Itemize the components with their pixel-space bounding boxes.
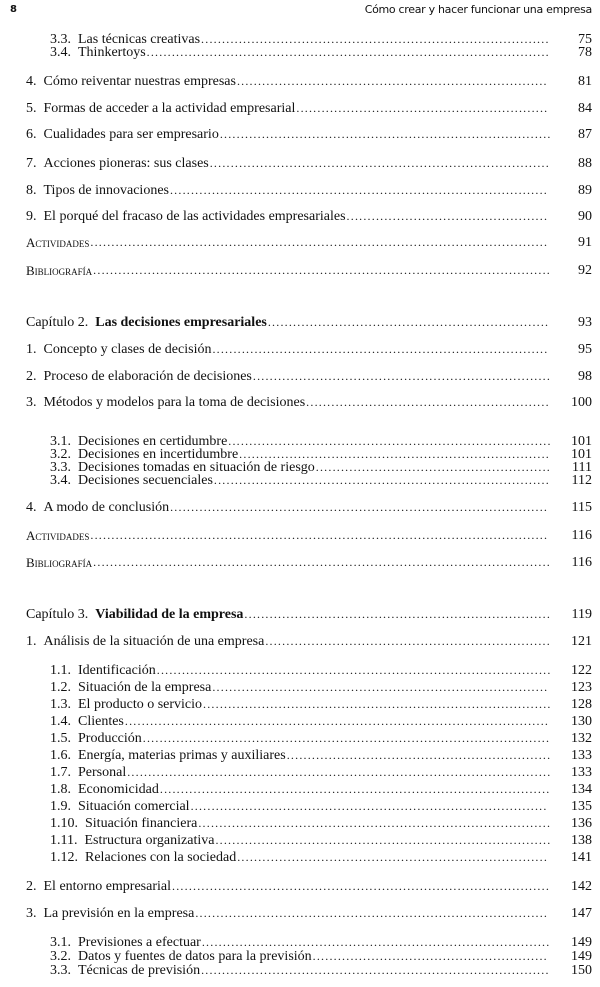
dot-leader: ..........................................................................................	[169, 184, 548, 197]
toc-entry-title: Actividades	[26, 234, 90, 250]
toc-entry[interactable]	[0, 715, 600, 728]
toc-entry-label	[26, 236, 89, 250]
dot-leader: .....................................................................................................	[124, 715, 550, 728]
toc-entry-title: A modo de conclusión	[43, 500, 170, 515]
toc-entry-label	[50, 698, 202, 711]
toc-entry-page: 122	[571, 663, 592, 678]
dot-leader: .............................................................................................................	[93, 556, 551, 569]
toc-entry-number: 3.3.	[50, 963, 71, 978]
toc-entry-page: 136	[571, 816, 592, 831]
toc-entry-title: Concepto y clases de decisión	[43, 342, 212, 357]
toc-entry-label	[50, 851, 236, 864]
dot-leader: ..............................................................................................	[156, 664, 552, 677]
toc-entry-title: Tipos de innovaciones	[43, 183, 169, 198]
toc-entry-number: 3.4.	[50, 45, 71, 60]
toc-entry-number: 4.	[26, 74, 37, 89]
toc-entry[interactable]	[0, 370, 600, 383]
toc-entry[interactable]	[0, 664, 600, 677]
toc-entry-number: 2.	[26, 369, 37, 384]
toc-entry[interactable]	[0, 698, 600, 711]
dot-leader: ...............................................................	[286, 749, 552, 762]
toc-entry-title: Decisiones en incertidumbre	[78, 447, 239, 462]
toc-entry-number: 1.12.	[50, 850, 78, 865]
toc-entry-number: Capítulo 2.	[26, 315, 89, 330]
toc-entry-number: 1.3.	[50, 697, 71, 712]
toc-entry[interactable]	[0, 316, 600, 329]
toc-entry-page: 150	[571, 963, 592, 978]
toc-entry-page: 149	[571, 949, 592, 964]
toc-entry[interactable]	[0, 783, 600, 796]
toc-entry-number: 6.	[26, 127, 37, 142]
toc-entry-number: 1.9.	[50, 799, 71, 814]
toc-entry-number: 1.6.	[50, 748, 71, 763]
toc-entry[interactable]	[0, 834, 600, 847]
toc-entry-page: 88	[578, 156, 592, 171]
dot-leader: .............................................................................................................	[93, 264, 551, 277]
toc-entry-page: 132	[571, 731, 592, 746]
toc-entry-label	[50, 766, 126, 779]
toc-entry-label	[26, 102, 295, 115]
toc-entry-label	[26, 264, 92, 278]
toc-entry-label	[26, 396, 305, 409]
toc-entry-page: 133	[571, 748, 592, 763]
toc-entry-label	[26, 184, 169, 197]
toc-entry-label	[26, 907, 194, 920]
toc-entry-page: 121	[571, 634, 592, 649]
toc-entry-number: 1.10.	[50, 816, 78, 831]
toc-entry-label	[50, 681, 211, 694]
toc-entry-page: 93	[578, 315, 592, 330]
toc-entry-title: Técnicas de previsión	[78, 963, 201, 978]
toc-entry-label	[50, 732, 142, 745]
toc-entry-label	[26, 501, 169, 514]
toc-entry-title: Proceso de elaboración de decisiones	[43, 369, 252, 384]
dot-leader: .............................................................................................................	[90, 236, 549, 249]
toc-entry-number: Capítulo 3.	[26, 607, 89, 622]
toc-entry[interactable]	[0, 608, 600, 621]
toc-entry-title: Bibliografía	[26, 554, 93, 570]
toc-entry[interactable]	[0, 749, 600, 762]
toc-entry-label	[26, 370, 252, 383]
toc-entry-number: 1.7.	[50, 765, 71, 780]
toc-entry-label	[26, 529, 89, 543]
toc-entry[interactable]	[0, 184, 600, 197]
toc-entry-number: 3.3.	[50, 460, 71, 475]
toc-entry-page: 149	[571, 935, 592, 950]
toc-entry-label	[26, 316, 267, 329]
toc-entry-number: 1.4.	[50, 714, 71, 729]
toc-entry-title: Situación de la empresa	[78, 680, 212, 695]
toc-entry[interactable]	[0, 75, 600, 88]
toc-entry-label	[26, 75, 236, 88]
toc-entry-page: 84	[578, 101, 592, 116]
toc-entry-page: 116	[571, 555, 592, 570]
toc-entry-page: 78	[578, 45, 592, 60]
dot-leader: .....................................................................................................	[127, 766, 552, 779]
toc-entry-number: 3.2.	[50, 447, 71, 462]
toc-entry[interactable]	[0, 46, 600, 59]
toc-entry[interactable]	[0, 102, 600, 115]
toc-entry-page: 130	[571, 714, 592, 729]
dot-leader: .............................................................................	[228, 435, 552, 448]
dot-leader: ..........................................................................	[236, 75, 548, 88]
toc-entry-number: 7.	[26, 156, 37, 171]
dot-leader: .........................................................................	[244, 608, 552, 621]
toc-entry-page: 92	[578, 263, 592, 278]
toc-entry-number: 3.2.	[50, 949, 71, 964]
toc-entry[interactable]	[0, 681, 600, 694]
toc-entry[interactable]	[0, 264, 600, 277]
toc-entry[interactable]	[0, 157, 600, 170]
dot-leader: ..........................................................................	[239, 448, 550, 461]
toc-entry-number: 1.11.	[50, 833, 78, 848]
toc-entry-number: 1.	[26, 342, 37, 357]
toc-entry-title: Identificación	[78, 663, 156, 678]
toc-entry-page: 98	[578, 369, 592, 384]
toc-entry-label	[50, 715, 124, 728]
toc-entry-title: Acciones pioneras: sus clases	[43, 156, 209, 171]
toc-entry-label	[50, 749, 286, 762]
toc-entry[interactable]	[0, 501, 600, 514]
toc-entry-page: 123	[571, 680, 592, 695]
dot-leader: ............................................................	[296, 102, 549, 115]
toc-entry-title: Decisiones en certidumbre	[78, 434, 228, 449]
toc-entry-label	[50, 834, 214, 847]
toc-entry-page: 112	[571, 473, 592, 488]
toc-entry-number: 2.	[26, 879, 37, 894]
toc-entry-page: 119	[571, 607, 592, 622]
toc-entry-title: Relaciones con la sociedad	[85, 850, 237, 865]
toc-entry-title: Actividades	[26, 527, 90, 543]
toc-entry[interactable]	[0, 964, 600, 977]
toc-entry[interactable]	[0, 529, 600, 542]
dot-leader: ...................................................................................	[203, 698, 552, 711]
toc-entry-page: 115	[571, 500, 592, 515]
toc-entry-label	[26, 880, 171, 893]
toc-entry-number: 1.2.	[50, 680, 71, 695]
toc-entry[interactable]	[0, 396, 600, 409]
toc-entry[interactable]	[0, 851, 600, 864]
page-number: 8	[10, 4, 17, 15]
toc-entry-title: El entorno empresarial	[43, 879, 172, 894]
toc-entry-number: 1.1.	[50, 663, 71, 678]
toc-entry-label	[50, 46, 146, 59]
dot-leader: ...................................................................................	[201, 936, 551, 949]
dot-leader: ..........................................................................	[237, 851, 549, 864]
toc-entry-number: 5.	[26, 101, 37, 116]
toc-entry-number: 3.3.	[50, 32, 71, 47]
toc-entry-label	[26, 608, 243, 621]
toc-entry-page: 116	[571, 528, 592, 543]
toc-entry-title: Situación comercial	[78, 799, 190, 814]
toc-entry-title: Personal	[78, 765, 127, 780]
dot-leader: ..........................................................	[306, 396, 550, 409]
dot-leader: .............................................................................................................	[90, 529, 549, 542]
toc-entry-title: Métodos y modelos para la toma de decisiones	[43, 395, 306, 410]
dot-leader: ................................................	[346, 210, 549, 223]
toc-entry[interactable]	[0, 817, 600, 830]
toc-entry-title: Cómo reiventar nuestras empresas	[43, 74, 236, 89]
toc-entry-page: 147	[571, 906, 592, 921]
toc-entry-page: 91	[578, 235, 592, 250]
dot-leader: ................................................................................	[215, 834, 552, 847]
toc-entry-label	[26, 635, 264, 648]
toc-entry-label	[50, 936, 201, 949]
toc-entry-number: 3.	[26, 395, 37, 410]
toc-entry-label	[26, 128, 219, 141]
toc-entry-title: Economicidad	[78, 782, 159, 797]
dot-leader: ........................................................	[312, 950, 548, 963]
dot-leader: ..........................................................................................	[172, 880, 551, 893]
toc-entry-title: Datos y fuentes de datos para la previsión	[78, 949, 312, 964]
toc-entry-page: 141	[571, 850, 592, 865]
toc-entry-label	[50, 783, 159, 796]
toc-entry-title: El producto o servicio	[78, 697, 203, 712]
dot-leader: ..........................................................................................	[170, 501, 549, 514]
toc-entry[interactable]	[0, 635, 600, 648]
toc-entry[interactable]	[0, 907, 600, 920]
dot-leader: ...................................................................................	[201, 33, 550, 46]
toc-entry-number: 1.8.	[50, 782, 71, 797]
toc-entry-title: Cualidades para ser empresario	[43, 127, 219, 142]
toc-entry-page: 100	[571, 395, 592, 410]
toc-entry-title: Energía, materias primas y auxiliares	[78, 748, 286, 763]
dot-leader: .................................................................................	[209, 157, 550, 170]
toc-entry-label	[50, 664, 156, 677]
running-header-title: Cómo crear y hacer funcionar una empresa	[364, 3, 592, 16]
dot-leader: ................................................................................	[212, 681, 549, 694]
toc-entry-title: Viabilidad de la empresa	[95, 607, 244, 622]
toc-entry-label	[50, 817, 197, 830]
toc-entry-label	[50, 474, 213, 487]
toc-entry[interactable]	[0, 343, 600, 356]
toc-entry-number: 3.1.	[50, 935, 71, 950]
toc-entry[interactable]	[0, 950, 600, 963]
dot-leader: ................................................................................	[212, 343, 549, 356]
toc-entry[interactable]	[0, 474, 600, 487]
toc-entry[interactable]	[0, 800, 600, 813]
toc-entry[interactable]	[0, 556, 600, 569]
toc-entry-label	[50, 964, 200, 977]
toc-entry-page: 142	[571, 879, 592, 894]
toc-entry-page: 90	[578, 209, 592, 224]
toc-entry-title: Previsiones a efectuar	[78, 935, 201, 950]
toc-entry-number: 3.4.	[50, 473, 71, 488]
dot-leader: ...................................................................................	[201, 964, 550, 977]
toc-entry-title: Estructura organizativa	[84, 833, 215, 848]
toc-entry-label	[26, 556, 92, 570]
toc-entry-page: 134	[571, 782, 592, 797]
toc-entry-title: La previsión en la empresa	[43, 906, 195, 921]
toc-entry-title: El porqué del fracaso de las actividades empresariales	[43, 209, 346, 224]
toc-entry-title: Clientes	[78, 714, 124, 729]
toc-entry-page: 128	[571, 697, 592, 712]
toc-entry-number: 8.	[26, 183, 37, 198]
dot-leader: ....................................................................................	[198, 817, 552, 830]
toc-entry-page: 101	[571, 434, 592, 449]
toc-entry-page: 75	[578, 32, 592, 47]
toc-entry[interactable]	[0, 732, 600, 745]
toc-entry-number: 4.	[26, 500, 37, 515]
toc-entry-page: 135	[571, 799, 592, 814]
toc-entry-title: Bibliografía	[26, 262, 93, 278]
toc-entry-label	[50, 950, 312, 963]
toc-entry-page: 101	[571, 447, 592, 462]
toc-entry-number: 3.1.	[50, 434, 71, 449]
toc-entry-title: Producción	[78, 731, 142, 746]
toc-entry-label	[26, 157, 209, 170]
toc-entry[interactable]	[0, 766, 600, 779]
toc-entry-title: Thinkertoys	[78, 45, 146, 60]
dot-leader: ................................................................................................	[146, 46, 550, 59]
toc-entry[interactable]	[0, 128, 600, 141]
toc-entry-page: 95	[578, 342, 592, 357]
toc-entry-number: 1.5.	[50, 731, 71, 746]
toc-entry[interactable]	[0, 880, 600, 893]
toc-entry-label	[50, 800, 190, 813]
dot-leader: .......................................................................	[252, 370, 552, 383]
toc-entry[interactable]	[0, 236, 600, 249]
toc-entry-title: Las técnicas creativas	[78, 32, 201, 47]
toc-entry-title: Formas de acceder a la actividad empresarial	[43, 101, 296, 116]
toc-entry-page: 87	[578, 127, 592, 142]
toc-entry-page: 138	[571, 833, 592, 848]
toc-entry-label	[26, 210, 346, 223]
toc-entry-title: Decisiones tomadas en situación de riesgo	[78, 460, 315, 475]
dot-leader: ................................................................................	[213, 474, 550, 487]
dot-leader: ........................................................	[315, 461, 551, 474]
toc-entry-number: 9.	[26, 209, 37, 224]
toc-entry-number: 1.	[26, 634, 37, 649]
dot-leader: .............................................................................................	[159, 783, 551, 796]
dot-leader: ....................................................................................	[195, 907, 549, 920]
toc-entry-title: Decisiones secuenciales	[78, 473, 213, 488]
toc-entry-label	[26, 343, 211, 356]
toc-entry-page: 111	[572, 460, 592, 475]
toc-entry-page: 89	[578, 183, 592, 198]
toc-entry[interactable]	[0, 936, 600, 949]
toc-entry-page: 81	[578, 74, 592, 89]
toc-entry-page: 133	[571, 765, 592, 780]
toc-entry-number: 3.	[26, 906, 37, 921]
dot-leader: ...................................................................	[267, 316, 550, 329]
toc-entry-title: Situación financiera	[85, 816, 198, 831]
toc-entry[interactable]	[0, 210, 600, 223]
toc-entry-title: Las decisiones empresariales	[95, 315, 267, 330]
dot-leader: ....................................................................	[265, 635, 551, 648]
dot-leader: ...............................................................................	[219, 128, 552, 141]
toc-entry-title: Análisis de la situación de una empresa	[43, 634, 265, 649]
dot-leader: .....................................................................................	[190, 800, 548, 813]
dot-leader: .................................................................................................	[142, 732, 551, 745]
